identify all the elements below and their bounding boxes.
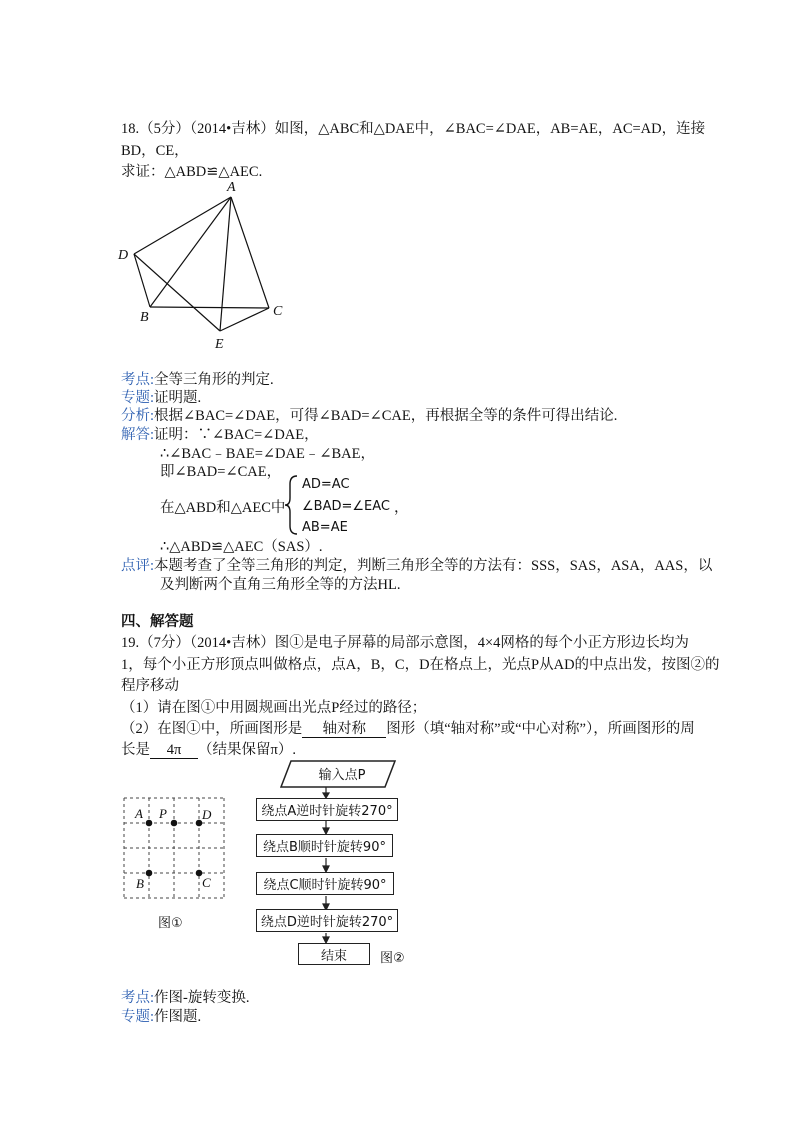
answer-blank-2: 4π [150,742,198,759]
grid-label-p: P [159,806,167,821]
label-c: C [273,304,283,319]
fig1-caption: 图① [158,916,183,931]
fenxi-tag: 分析: [121,408,155,424]
jieda-line-3: 即∠BAD=∠CAE， [160,464,282,480]
label-d: D [118,248,129,263]
q19-header-1: 19.（7分）（2014•吉林）图①是电子屏幕的局部示意图，4×4网格的每个小正方形边长均为 [121,635,689,651]
q18-prove: 求证：△ABD≌△AEC. [121,164,263,180]
q19-kaodian [121,989,249,1007]
q18-header-cont: BD，CE， [121,143,189,159]
section-title: 四、解答题 [121,614,194,630]
label-b: B [140,310,149,325]
flow-step-1: 绕点A逆时针旋转270° [256,798,398,821]
part2-c: 长是 [121,742,150,758]
fig2-caption: 图② [380,951,405,966]
dianping-tag: 点评: [121,558,155,574]
q19-part2-line2 [121,741,296,759]
q18-conclusion: ∴△ABD≌△AEC（SAS）. [160,539,323,555]
dianping-line-1: 本题考查了全等三角形的判定，判断三角形全等的方法有：SSS，SAS，ASA，AAS，以 [154,558,713,574]
q18-in-triangles: 在△ABD和△AEC中 [160,500,286,516]
zhuanti-text: 证明题. [154,390,202,406]
flow-step-2: 绕点B顺时针旋转90° [256,834,393,857]
grid-label-a: A [135,806,143,821]
fenxi-text: 根据∠BAC=∠DAE，可得∠BAD=∠CAE，再根据全等的条件可得出结论. [154,408,618,424]
zhuanti-tag: 专题: [121,390,155,406]
grid-label-b: B [136,876,144,891]
part2-b: 图形（填“轴对称”或“中心对称”），所画图形的周 [386,721,695,737]
q19-zhuanti [121,1008,201,1026]
left-brace-icon [284,474,300,536]
q19-header-3: 程序移动 [121,678,179,694]
jieda-line-2: ∴∠BAC﹣BAE=∠DAE﹣∠BAE， [160,446,375,462]
system-eq-1: AD=AC [302,477,350,492]
answer-blank-1: 轴对称 [302,721,386,738]
flow-end: 结束 [298,943,370,965]
dianping-line-2: 及判断两个直角三角形全等的方法HL. [160,577,401,593]
system-end: ， [394,500,409,516]
jieda-line-1: 证明：∵∠BAC=∠DAE， [154,427,319,443]
label-a: A [227,180,236,195]
kaodian-text: 全等三角形的判定. [154,372,274,388]
grid-label-c: C [202,875,211,890]
part2-a: （2）在图①中，所画图形是 [121,721,303,737]
system-eq-2: ∠BAD=∠EAC [302,499,390,514]
q19-zhuanti-tag: 专题: [121,1009,155,1025]
part2-d: （结果保留π）. [198,742,296,758]
q19-part1: （1）请在图①中用圆规画出光点P经过的路径； [121,700,427,716]
jieda-tag: 解答: [121,427,155,443]
q18-fenxi [121,407,617,425]
q18-jieda [121,426,319,444]
q18-kaodian [121,371,274,389]
q19-part2-line1 [121,720,695,738]
kaodian-tag: 考点: [121,372,155,388]
q19-kaodian-text: 作图-旋转变换. [154,990,250,1006]
grid-figure [118,792,230,904]
q18-dianping [121,557,712,575]
flow-input-label: 输入点P [318,767,366,783]
label-e: E [215,337,224,352]
system-eq-3: AB=AE [302,520,348,535]
flow-step-4: 绕点D逆时针旋转270° [256,909,398,932]
grid-label-d: D [202,807,212,822]
q18-header: 18.（5分）（2014•吉林）如图，△ABC和△DAE中，∠BAC=∠DAE，AB=AE，AC=AD，连接 [121,121,706,137]
q19-header-2: 1，每个小正方形顶点叫做格点，点A，B，C，D在格点上，光点P从AD的中点出发，按图②的 [121,657,720,673]
q18-triangle-figure [110,175,300,355]
q19-kaodian-tag: 考点: [121,990,155,1006]
flow-step-3: 绕点C顺时针旋转90° [256,872,394,895]
q19-zhuanti-text: 作图题. [154,1009,202,1025]
q18-zhuanti [121,389,201,407]
